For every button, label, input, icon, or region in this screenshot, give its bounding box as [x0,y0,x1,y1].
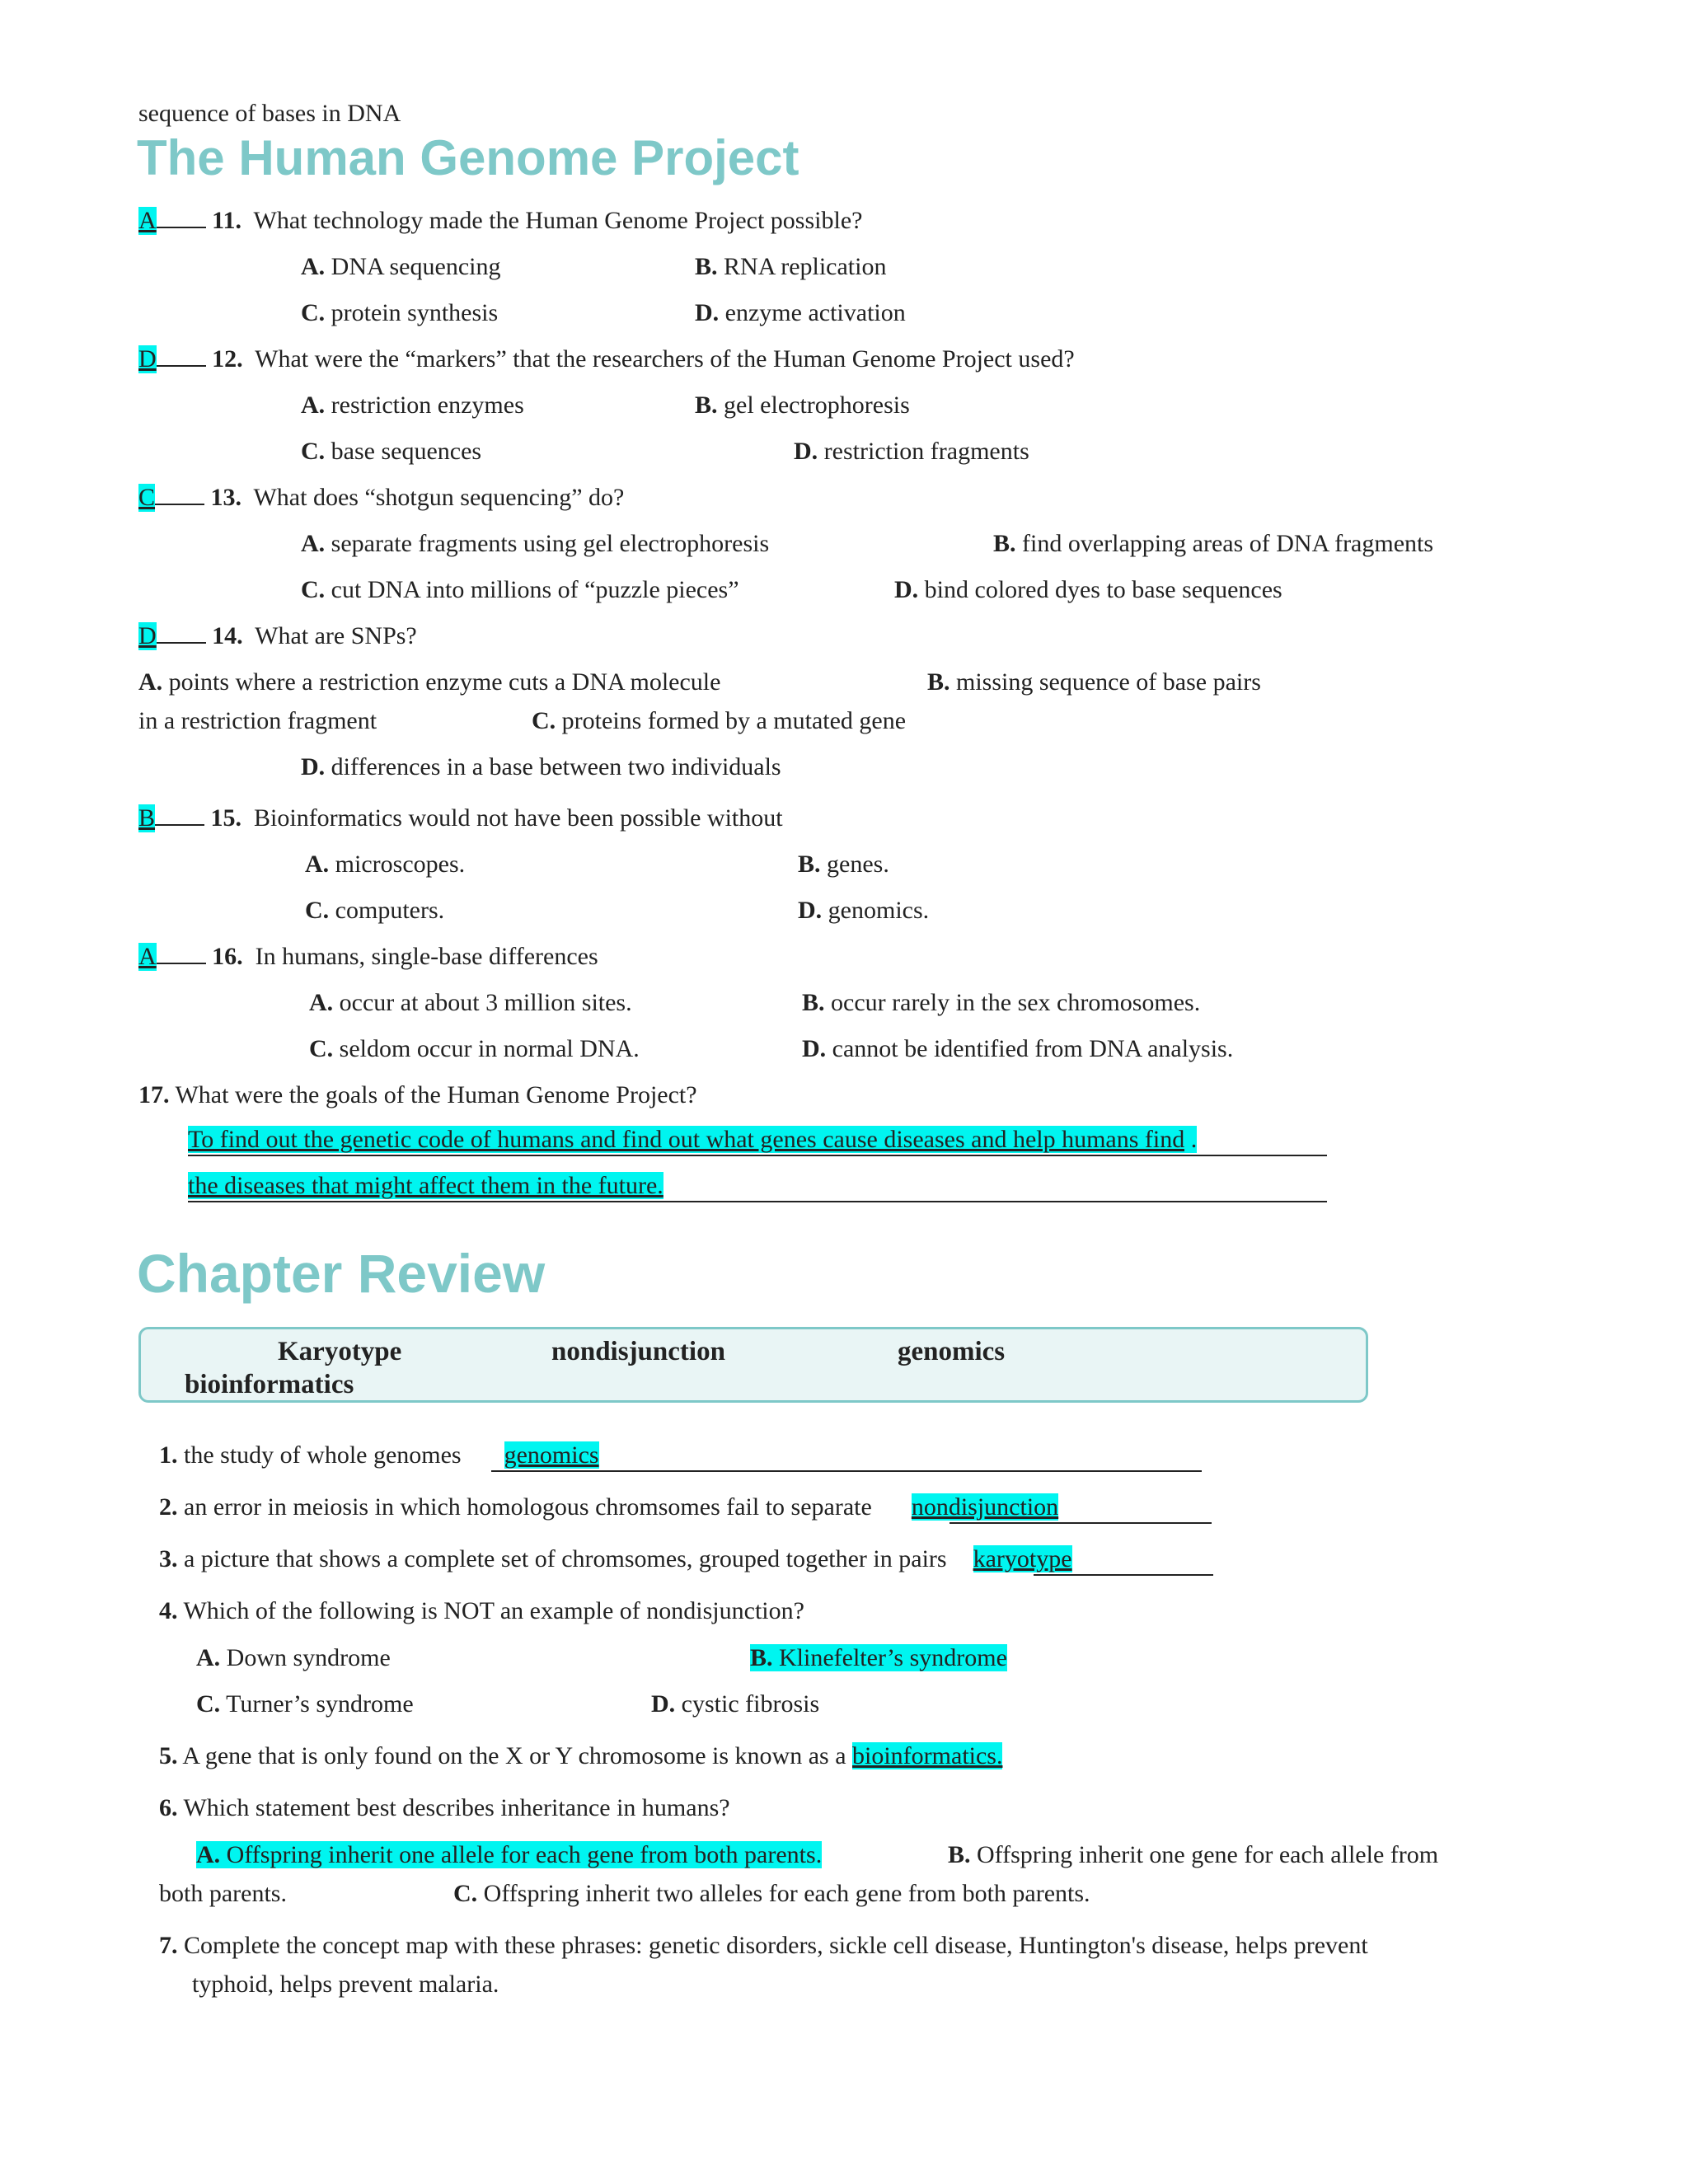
question-text: What were the “markers” that the researchers of the Human Genome Project used? [255,345,1075,373]
question-11 [138,206,862,236]
question-16 [138,942,598,972]
option-16-d: D. cannot be identified from DNA analysis. [802,1035,1234,1062]
question-text: What are SNPs? [255,622,417,649]
answer-15[interactable]: B [138,804,156,832]
option-11-c: C. protein synthesis [301,299,499,326]
question-number: 11. [212,207,242,234]
review-answer-3[interactable]: karyotype [973,1545,1072,1572]
word-bank-term: bioinformatics [185,1370,354,1399]
option-15-a: A. microscopes. [305,851,466,878]
question-13 [138,483,624,513]
question-text: What technology made the Human Genome Project possible? [253,207,863,234]
intro-fragment: sequence of bases in DNA [138,100,401,127]
answer-13[interactable]: C [138,484,156,511]
option-15-d: D. genomics. [798,897,930,924]
option-12-c: C. base sequences [301,438,482,465]
option-12-b: B. gel electrophoresis [695,391,910,419]
word-bank-term: genomics [898,1337,1006,1366]
word-bank-term: nondisjunction [551,1337,725,1366]
option-12-a: A. restriction enzymes [301,391,524,419]
option-4-a: A. Down syndrome [196,1644,391,1671]
option-13-b: B. find overlapping areas of DNA fragments [993,530,1434,557]
option-4-d: D. cystic fibrosis [651,1690,820,1718]
option-14-c: C. proteins formed by a mutated gene [532,707,907,734]
option-14-b-continued: in a restriction fragment [138,707,377,734]
question-15 [138,804,783,833]
option-13-a: A. separate fragments using gel electrophoresis [301,530,770,557]
section-heading-human-genome-project: The Human Genome Project [137,130,799,185]
question-number: 17. [138,1081,170,1108]
option-12-d: D. restriction fragments [794,438,1029,465]
section-heading-chapter-review: Chapter Review [137,1243,546,1304]
question-12 [138,344,1075,374]
option-4-c: C. Turner’s syndrome [196,1690,414,1718]
option-15-b: B. genes. [798,851,889,878]
answer-14[interactable]: D [138,622,157,649]
option-6-c: C. Offspring inherit two alleles for each gene from both parents. [453,1880,1090,1907]
option-11-a: A. DNA sequencing [301,253,501,280]
option-14-a: A. points where a restriction enzyme cuts a DNA molecule [138,668,721,696]
word-bank-term: Karyotype [278,1337,402,1366]
answer-12[interactable]: D [138,345,157,373]
option-6-a[interactable]: A. Offspring inherit one allele for each gene from both parents. [196,1841,823,1868]
question-14 [138,621,417,651]
option-13-c: C. cut DNA into millions of “puzzle pieces” [301,576,739,603]
question-number: 16. [212,943,243,970]
option-16-b: B. occur rarely in the sex chromosomes. [802,989,1201,1016]
option-11-d: D. enzyme activation [695,299,906,326]
question-text: What does “shotgun sequencing” do? [253,484,625,511]
review-item-3: 3. a picture that shows a complete set of chromsomes, grouped together in pairs karyotype [159,1545,1072,1572]
review-item-6: 6. Which statement best describes inheritance in humans? [159,1794,730,1821]
word-bank [138,1327,1368,1403]
review-answer-5[interactable]: bioinformatics. [852,1742,1003,1769]
question-text: In humans, single-base differences [255,943,598,970]
answer-17-line-2[interactable]: the diseases that might affect them in the future. [188,1172,663,1199]
question-number: 14. [212,622,243,649]
answer-17-line-1[interactable]: To find out the genetic code of humans and find out what genes cause diseases and help humans find . [188,1126,1198,1153]
question-number: 15. [210,804,242,832]
option-11-b: B. RNA replication [695,253,887,280]
review-item-7: 7. Complete the concept map with these phrases: genetic disorders, sickle cell disease, Huntington's disease, helps prevent [159,1932,1368,1959]
question-text: What were the goals of the Human Genome Project? [175,1081,697,1108]
review-item-1: 1. the study of whole genomes genomics [159,1441,599,1469]
review-answer-1[interactable]: genomics [504,1441,599,1469]
review-item-5: 5. A gene that is only found on the X or Y chromosome is known as a bioinformatics. [159,1742,1003,1769]
option-4-b[interactable]: B. Klinefelter’s syndrome [750,1644,1007,1671]
answer-16[interactable]: A [138,943,157,970]
review-item-2: 2. an error in meiosis in which homologous chromsomes fail to separate nondisjunction [159,1493,1059,1521]
review-item-4: 4. Which of the following is NOT an example of nondisjunction? [159,1597,804,1624]
option-14-d: D. differences in a base between two individuals [301,753,781,780]
option-6-b-continued: both parents. [159,1880,287,1907]
question-text: Bioinformatics would not have been possible without [254,804,783,832]
option-15-c: C. computers. [305,897,445,924]
option-16-a: A. occur at about 3 million sites. [309,989,632,1016]
option-14-b: B. missing sequence of base pairs [927,668,1261,696]
question-number: 12. [212,345,243,373]
question-17 [138,1080,697,1110]
review-item-7-continued: typhoid, helps prevent malaria. [192,1971,499,1998]
review-answer-2[interactable]: nondisjunction [911,1493,1059,1521]
option-13-d: D. bind colored dyes to base sequences [894,576,1282,603]
option-6-b: B. Offspring inherit one gene for each allele from [948,1841,1439,1868]
question-number: 13. [210,484,242,511]
option-16-c: C. seldom occur in normal DNA. [309,1035,640,1062]
answer-11[interactable]: A [138,207,157,234]
